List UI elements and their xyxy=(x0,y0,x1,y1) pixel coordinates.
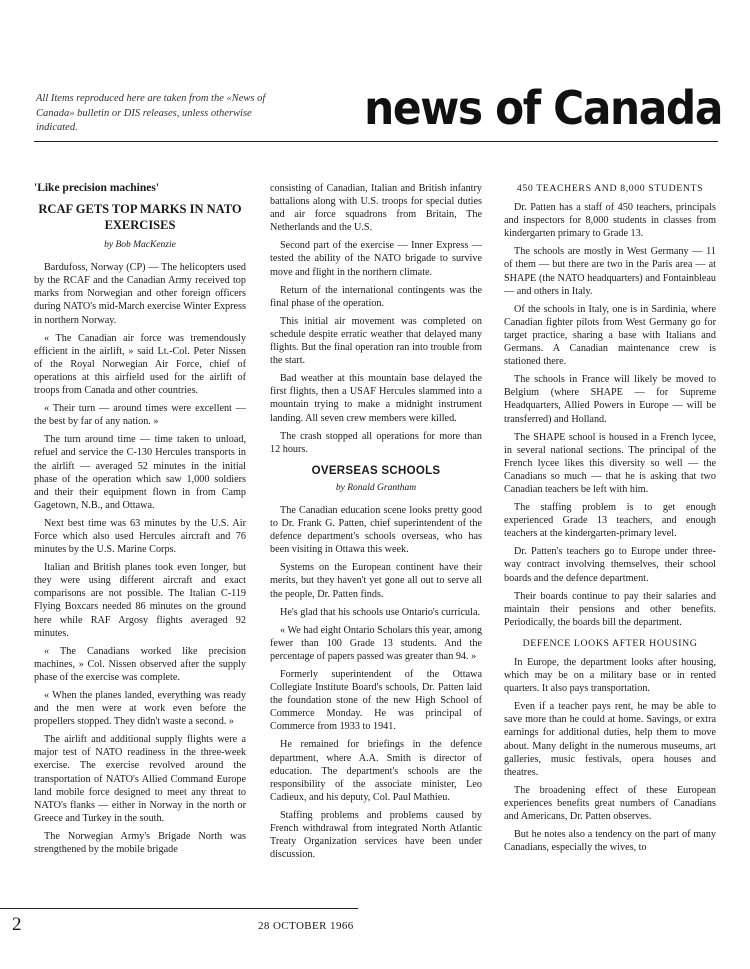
header-note: All Items reproduced here are taken from the «News of Canada» bulletin or DIS releases, unless otherwise indicated. xyxy=(36,93,266,133)
paragraph: « Their turn — around times were excellent — the best by far of any nation. » xyxy=(34,403,246,428)
paragraph: The crash stopped all operations for more than 12 hours. xyxy=(270,430,482,455)
paragraph: « The Canadian air force was tremendously efficient in the airlift, » said Lt.-Col. Peter Nissen of the Royal Norwegian Air Force, chief of operations at this airfield used for the airlift of troops from Canada and other countries. xyxy=(34,332,246,397)
paragraph: Return of the international contingents was the final phase of the operation. xyxy=(270,284,482,309)
paragraph: He remained for briefings in the defence department, where A.A. Smith is director of education. The department's schools are the responsibility of the associate minister, Leo Cadieux, and his deputy, Col. Paul Mathieu. xyxy=(270,739,482,803)
paragraph: Systems on the European continent have their merits, but they haven't yet gone all out to serve all the people, Dr. Patten finds. xyxy=(270,562,482,600)
paragraph: The SHAPE school is housed in a French lycee, in several national sections. The principal of the French lycee likes this diversity so well — the Canadians so much — that he is asking that two Canadian teachers be left with him. xyxy=(504,431,716,495)
paragraph: « We had eight Ontario Scholars this year, among fewer than 100 Grade 13 students. And the percentage of papers passed was greater than 94. » xyxy=(270,624,483,662)
paragraph: The staffing problem is to get enough experienced Grade 13 teachers, and enough teachers at the kindergarten-primary level. xyxy=(504,502,716,540)
footer-date: 28 OCTOBER 1966 xyxy=(258,920,354,932)
paragraph: Italian and British planes took even longer, but they were using different aircraft and exact comparisons are not possible. The Italian C-119 Flying Boxcars needed 86 minutes on the ground here while RAF Argosy flights averaged 92 minutes. xyxy=(34,562,246,639)
paragraph: consisting of Canadian, Italian and British infantry battalions along with U.S. troops for special duties and air force squadrons from Britain, The Netherlands and the U.S. xyxy=(270,183,482,234)
paragraph: Of the schools in Italy, one is in Sardinia, where Canadian fighter pilots from West Germany go for target practice, sharing a base with Italians and Germans. A Canadian maintenance crew is stationed there. xyxy=(504,303,716,368)
article-byline: by Bob MacKenzie xyxy=(104,240,176,251)
paragraph: The schools in France will likely be moved to Belgium (where SHAPE — for Supreme Headquarters, Allied Powers in Europe — will be transferred) and Holland. xyxy=(504,374,716,425)
footer-rule xyxy=(0,908,358,909)
page-number: 2 xyxy=(12,914,22,935)
masthead-title: news of Canada xyxy=(364,81,722,135)
paragraph: Formerly superintendent of the Ottawa Collegiate Institute Board's schools, Dr. Patten laid the foundation stone of the new High School of Commerce Monday. He was principal of Commerce from 1933 to 1941. xyxy=(270,669,482,733)
column-1 xyxy=(34,182,246,861)
paragraph: Dr. Patten has a staff of 450 teachers, principals and inspectors for 8,000 students in classes from kindergarten primary to Grade 13. xyxy=(504,202,716,240)
paragraph: The schools are mostly in West Germany — 11 of them — but there are two in the Paris area — at SHAPE (the NATO headquarters) and Fontainbleau — and others in Italy. xyxy=(504,246,716,297)
paragraph: The Canadian education scene looks pretty good to Dr. Frank G. Patten, chief superintendent of the defence department's schools overseas, who has been visiting in Ottawa this week. xyxy=(270,504,482,556)
paragraph: « When the planes landed, everything was ready and the men were at work even before the propellers stopped. They didn't waste a second. » xyxy=(34,690,246,728)
paragraph: In Europe, the department looks after housing, which may be on a military base or in rented quarters. It also pays transportation. xyxy=(504,657,716,695)
paragraph: The Norwegian Army's Brigade North was strengthened by the mobile brigade xyxy=(34,830,246,856)
paragraph: But he notes also a tendency on the part of many Canadians, especially the wives, to xyxy=(504,829,716,854)
header-rule xyxy=(34,141,718,142)
paragraph: This initial air movement was completed on schedule despite erratic weather that delayed many flights. But the final operation ran into trouble from the start. xyxy=(270,315,482,367)
paragraph: Next best time was 63 minutes by the U.S. Air Force which also used Hercules aircraft and 76 minutes by the U.S. Marine Corps. xyxy=(34,517,246,556)
paragraph: Their boards continue to pay their salaries and maintain their pensions and other benefits. Periodically, the boards bill the department. xyxy=(504,590,716,628)
paragraph: Dr. Patten's teachers go to Europe under three-way contract involving themselves, their school boards and the defence department. xyxy=(504,546,716,584)
paragraph: Bardufoss, Norway (CP) — The helicopters used by the RCAF and the Canadian Army received top marks from Norwegian and other foreign officers during NATO's mid-March exercise Winter Express in northern Norway. xyxy=(34,262,246,326)
paragraph: Bad weather at this mountain base delayed the first flights, then a USAF Hercules slammed into a mountain trying to make a midnight instrument landing. All seven crew members were killed. xyxy=(270,373,482,424)
column-2 xyxy=(270,182,482,866)
paragraph: « The Canadians worked like precision machines, » Col. Nissen observed after the supply phase of the exercise was complete. xyxy=(34,645,246,683)
section-subhead: 450 TEACHERS AND 8,000 STUDENTS xyxy=(516,183,704,194)
paragraph: The broadening effect of these European experiences benefits great numbers of Canadians and Americans, Dr. Patten observes. xyxy=(504,784,716,823)
paragraph: Staffing problems and problems caused by French withdrawal from integrated North Atlantic Treaty Organization services have been under discussion. xyxy=(270,809,482,861)
column-3 xyxy=(504,182,716,859)
article-headline: OVERSEAS SCHOOLS xyxy=(311,464,441,477)
paragraph: He's glad that his schools use Ontario's curricula. xyxy=(280,606,481,618)
paragraph: Second part of the exercise — Inner Express — tested the ability of the NATO brigade to survive move and flight in the northern climate. xyxy=(270,240,482,278)
article-byline: by Ronald Grantham xyxy=(335,482,417,493)
paragraph: The turn around time — time taken to unload, refuel and service the C-130 Hercules transports in the airlift — averaged 52 minutes in the initial phase of the operation which saw 1,000 soldiers and their their equipment flown in from Camp Gagetown, N.B., and Ottawa. xyxy=(34,434,246,511)
paragraph: The airlift and additional supply flights were a major test of NATO readiness in the three-week exercise. The exercise revolved around the transportation of NATO's Allied Command Europe land mobile force designed to meet any threat to NATO's flanks — either in Norway in the north or Greece and Turkey in the south. xyxy=(34,734,246,824)
article-headline: RCAF GETS TOP MARKS IN NATO EXERCISES xyxy=(38,202,242,233)
article-kicker: 'Like precision machines' xyxy=(34,182,160,194)
section-subhead: DEFENCE LOOKS AFTER HOUSING xyxy=(522,637,698,649)
paragraph: Even if a teacher pays rent, he may be able to save more than he could at home. Savings, or extra earnings for additional duties, help them to move about. Many delight in the numerous museums, art galleries, music festivals, opera houses and theatres. xyxy=(504,701,716,778)
